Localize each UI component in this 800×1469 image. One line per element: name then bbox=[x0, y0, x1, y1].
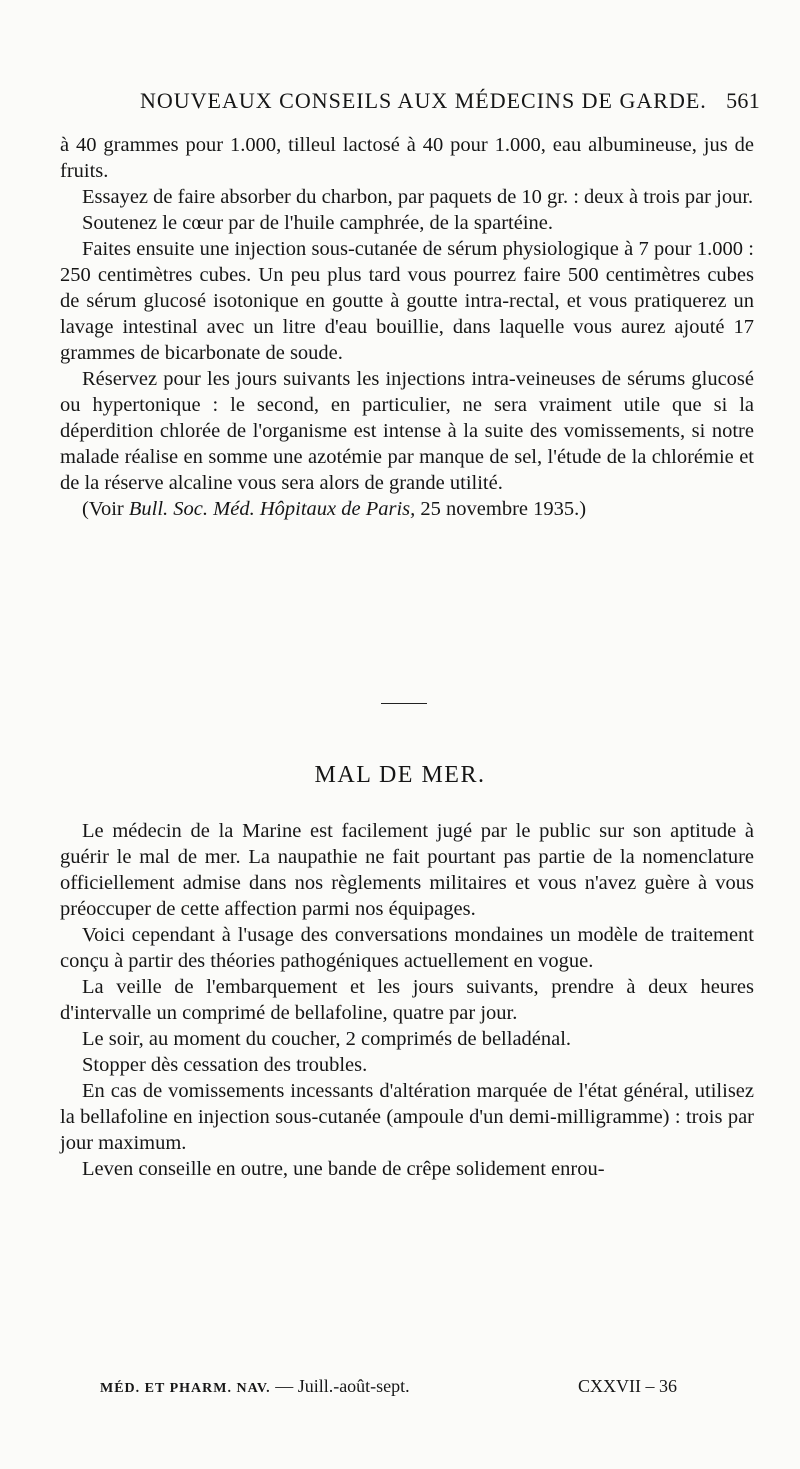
section-heading: MAL DE MER. bbox=[314, 762, 486, 788]
paragraph: La veille de l'embarquement et les jours suivants, prendre à deux heures d'intervalle un comprimé de bellafoline, quatre par jour. bbox=[60, 976, 754, 1024]
paragraph: Leven conseille en outre, une bande de crêpe solidement enrou- bbox=[82, 1158, 605, 1180]
reference-citation: Bull. Soc. Méd. Hôpitaux de Paris, bbox=[128, 498, 416, 520]
paragraph: à 40 grammes pour 1.000, tilleul lactosé à 40 pour 1.000, eau albumineuse, jus de fruits. bbox=[60, 134, 754, 182]
paragraph: Le médecin de la Marine est facilement jugé par le public sur son aptitude à guérir le mal de mer. La naupathie ne fait pourtant pas partie de la nomenclature officiellement admise dans nos règlements militaires et vous n'avez guère à vous préoccuper de cette affection parmi nos équipages. bbox=[60, 820, 754, 920]
running-header bbox=[140, 88, 760, 114]
paragraph: Essayez de faire absorber du charbon, par paquets de 10 gr. : deux à trois par jour. bbox=[82, 186, 754, 208]
paragraph: Voici cependant à l'usage des conversations mondaines un modèle de traitement conçu à partir des théories pathogéniques actuellement en vogue. bbox=[60, 924, 754, 972]
text-block-mal-de-mer bbox=[60, 818, 754, 1182]
paragraph: Le soir, au moment du coucher, 2 comprimés de belladénal. bbox=[82, 1028, 572, 1050]
reference-paragraph bbox=[60, 496, 754, 522]
paragraph: Faites ensuite une injection sous-cutanée de sérum physiologique à 7 pour 1.000 : 250 centimètres cubes. Un peu plus tard vous pourrez faire 500 centimètres cubes de sérum glucosé isotonique en goutte à goutte intra-rectal, et vous pratiquerez un lavage intestinal avec un litre d'eau bouillie, dans laquelle vous aurez ajouté 17 grammes de bicarbonate de soude. bbox=[60, 238, 754, 364]
section-divider bbox=[381, 703, 427, 704]
running-title: NOUVEAUX CONSEILS AUX MÉDECINS DE GARDE. bbox=[140, 88, 707, 113]
page-number: 561 bbox=[726, 88, 760, 113]
footer-dash: — bbox=[275, 1376, 294, 1396]
paragraph: En cas de vomissements incessants d'altération marquée de l'état général, utilisez la bellafoline en injection sous-cutanée (ampoule d'un demi-milligramme) : trois par jour maximum. bbox=[60, 1080, 754, 1154]
journal-abbrev: MÉD. ET PHARM. NAV. bbox=[100, 1381, 271, 1396]
paragraph: Soutenez le cœur par de l'huile camphrée, de la spartéine. bbox=[82, 212, 553, 234]
issue-period: Juill.-août-sept. bbox=[297, 1376, 410, 1396]
page-footer bbox=[100, 1376, 720, 1397]
paragraph: Réservez pour les jours suivants les injections intra-veineuses de sérums glucosé ou hypertonique : le second, en particulier, ne sera vraiment utile que si la déperdition chlorée de l'organisme est intense à la suite des vomissements, si notre malade réalise en somme une azotémie par manque de sel, l'étude de la chlorémie et de la réserve alcaline vous sera alors de grande utilité. bbox=[60, 368, 754, 494]
reference-date: 25 novembre 1935.) bbox=[415, 498, 587, 520]
reference-prefix: (Voir bbox=[82, 498, 129, 520]
paragraph: Stopper dès cessation des troubles. bbox=[82, 1054, 368, 1076]
volume-number: CXXVII – 36 bbox=[578, 1376, 677, 1396]
text-block-continued bbox=[60, 132, 754, 522]
